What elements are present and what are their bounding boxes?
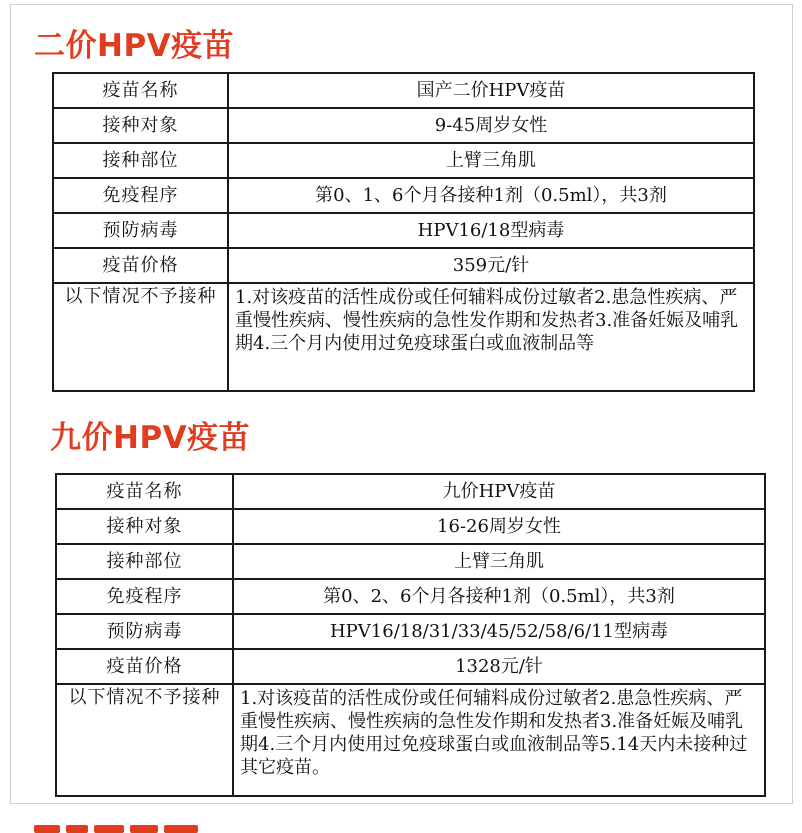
table-row — [56, 649, 765, 684]
table-row — [56, 509, 765, 544]
table-row — [56, 474, 765, 509]
table-row — [56, 544, 765, 579]
table-row — [53, 73, 754, 108]
row-label-price: 疫苗价格 — [56, 649, 233, 684]
row-value-prevented-virus: HPV16/18/31/33/45/52/58/6/11型病毒 — [233, 614, 765, 649]
row-label-vaccine-name: 疫苗名称 — [56, 474, 233, 509]
row-value-target-population: 16-26周岁女性 — [233, 509, 765, 544]
table-row — [53, 213, 754, 248]
nonavalent-hpv-vaccine-table — [55, 473, 766, 797]
row-value-target-population: 9-45周岁女性 — [228, 108, 754, 143]
table-row — [53, 248, 754, 283]
bivalent-hpv-vaccine-table — [52, 72, 755, 392]
row-label-price: 疫苗价格 — [53, 248, 228, 283]
row-value-contraindications: 1.对该疫苗的活性成份或任何辅料成份过敏者2.患急性疾病、严重慢性疾病、慢性疾病的急性发作期和发热者3.准备妊娠及哺乳期4.三个月内使用过免疫球蛋白或血液制品等5.14天内未接种过其它疫苗。 — [233, 684, 765, 796]
row-value-price: 1328元/针 — [233, 649, 765, 684]
row-label-injection-site: 接种部位 — [53, 143, 228, 178]
row-value-vaccine-name: 九价HPV疫苗 — [233, 474, 765, 509]
row-label-schedule: 免疫程序 — [56, 579, 233, 614]
row-value-contraindications: 1.对该疫苗的活性成份或任何辅料成份过敏者2.患急性疾病、严重慢性疾病、慢性疾病的急性发作期和发热者3.准备妊娠及哺乳期4.三个月内使用过免疫球蛋白或血液制品等 — [228, 283, 754, 391]
row-value-schedule: 第0、2、6个月各接种1剂（0.5ml），共3剂 — [233, 579, 765, 614]
table-row — [56, 614, 765, 649]
row-label-contraindications: 以下情况不予接种 — [53, 283, 228, 391]
cropped-next-heading — [30, 816, 210, 833]
table-row — [53, 143, 754, 178]
table-row — [53, 283, 754, 391]
row-label-schedule: 免疫程序 — [53, 178, 228, 213]
section-title-nonavalent-hpv: 九价HPV疫苗 — [50, 420, 251, 456]
row-label-target-population: 接种对象 — [53, 108, 228, 143]
section-title-bivalent-hpv: 二价HPV疫苗 — [34, 28, 235, 64]
row-value-prevented-virus: HPV16/18型病毒 — [228, 213, 754, 248]
row-value-schedule: 第0、1、6个月各接种1剂（0.5ml），共3剂 — [228, 178, 754, 213]
table-row — [53, 178, 754, 213]
row-value-injection-site: 上臂三角肌 — [233, 544, 765, 579]
row-label-prevented-virus: 预防病毒 — [56, 614, 233, 649]
row-label-prevented-virus: 预防病毒 — [53, 213, 228, 248]
row-label-contraindications: 以下情况不予接种 — [56, 684, 233, 796]
row-label-injection-site: 接种部位 — [56, 544, 233, 579]
row-value-injection-site: 上臂三角肌 — [228, 143, 754, 178]
row-value-price: 359元/针 — [228, 248, 754, 283]
table-row — [53, 108, 754, 143]
table-row — [56, 684, 765, 796]
row-value-vaccine-name: 国产二价HPV疫苗 — [228, 73, 754, 108]
row-label-target-population: 接种对象 — [56, 509, 233, 544]
row-label-vaccine-name: 疫苗名称 — [53, 73, 228, 108]
table-row — [56, 579, 765, 614]
